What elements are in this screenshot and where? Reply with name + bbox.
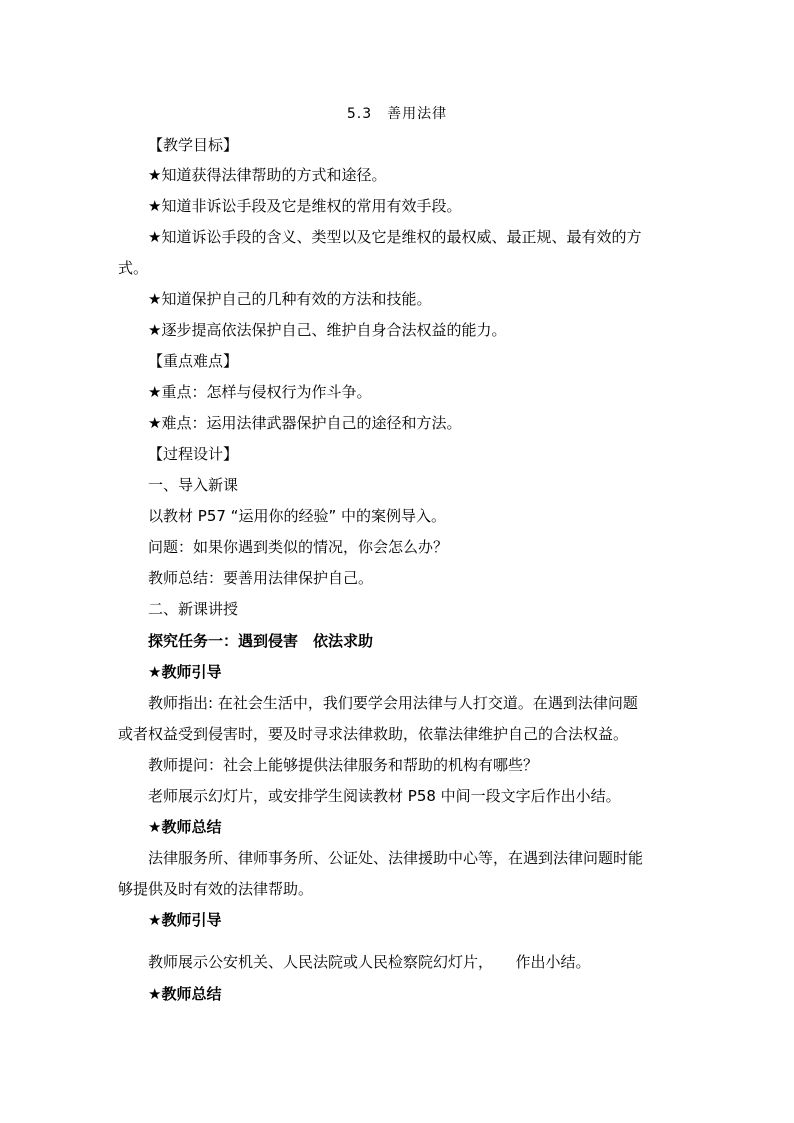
goal-item: ★知道保护自己的几种有效的方法和技能。 <box>148 290 432 308</box>
key-point-item: ★难点：运用法律武器保护自己的途径和方法。 <box>148 414 462 432</box>
paragraph-continuation: 或者权益受到侵害时，要及时寻求法律救助，依靠法律维护自己的合法权益。 <box>118 725 629 743</box>
subheading-teacher-summary: ★教师总结 <box>148 985 222 1003</box>
heading-key-points: 【重点难点】 <box>148 352 239 370</box>
goal-item: ★知道诉讼手段的含义、类型以及它是维权的最权威、最正规、最有效的方 <box>148 228 642 246</box>
subheading-teacher-guide: ★教师引导 <box>148 911 222 929</box>
heading-teaching-goals: 【教学目标】 <box>148 136 239 154</box>
paragraph: 教师总结：要善用法律保护自己。 <box>148 569 374 587</box>
goal-item: ★知道非诉讼手段及它是维权的常用有效手段。 <box>148 197 462 215</box>
page-title: 5.3 善用法律 <box>346 106 448 122</box>
section-heading: 一、导入新课 <box>148 476 239 494</box>
paragraph: 老师展示幻灯片，或安排学生阅读教材 P58 中间一段文字后作出小结。 <box>148 787 621 805</box>
subheading-teacher-guide: ★教师引导 <box>148 663 222 681</box>
goal-item: ★知道获得法律帮助的方式和途径。 <box>148 166 387 184</box>
goal-item: ★逐步提高依法保护自己、维护自身合法权益的能力。 <box>148 321 507 339</box>
paragraph: 以教材 P57 “运用你的经验” 中的案例导入。 <box>148 507 446 525</box>
subheading-teacher-summary: ★教师总结 <box>148 818 222 836</box>
heading-process-design: 【过程设计】 <box>148 445 239 463</box>
key-point-item: ★重点：怎样与侵权行为作斗争。 <box>148 383 372 401</box>
task-heading: 探究任务一：遇到侵害 依法求助 <box>148 632 374 650</box>
goal-item-continuation: 式。 <box>118 259 149 277</box>
paragraph: 问题：如果你遇到类似的情况，你会怎么办？ <box>148 538 449 556</box>
section-heading: 二、新课讲授 <box>148 600 239 618</box>
paragraph-continuation: 够提供及时有效的法律帮助。 <box>118 880 314 898</box>
paragraph: 教师提问：社会上能够提供法律服务和帮助的机构有哪些？ <box>148 756 539 774</box>
paragraph: 法律服务所、律师事务所、公证处、法律援助中心等，在遇到法律问题时能 <box>148 849 644 867</box>
paragraph: 教师展示公安机关、人民法院或人民检察院幻灯片， 作出小结。 <box>148 953 591 971</box>
paragraph: 教师指出: 在社会生活中，我们要学会用法律与人打交道。在遇到法律问题 <box>148 694 638 712</box>
